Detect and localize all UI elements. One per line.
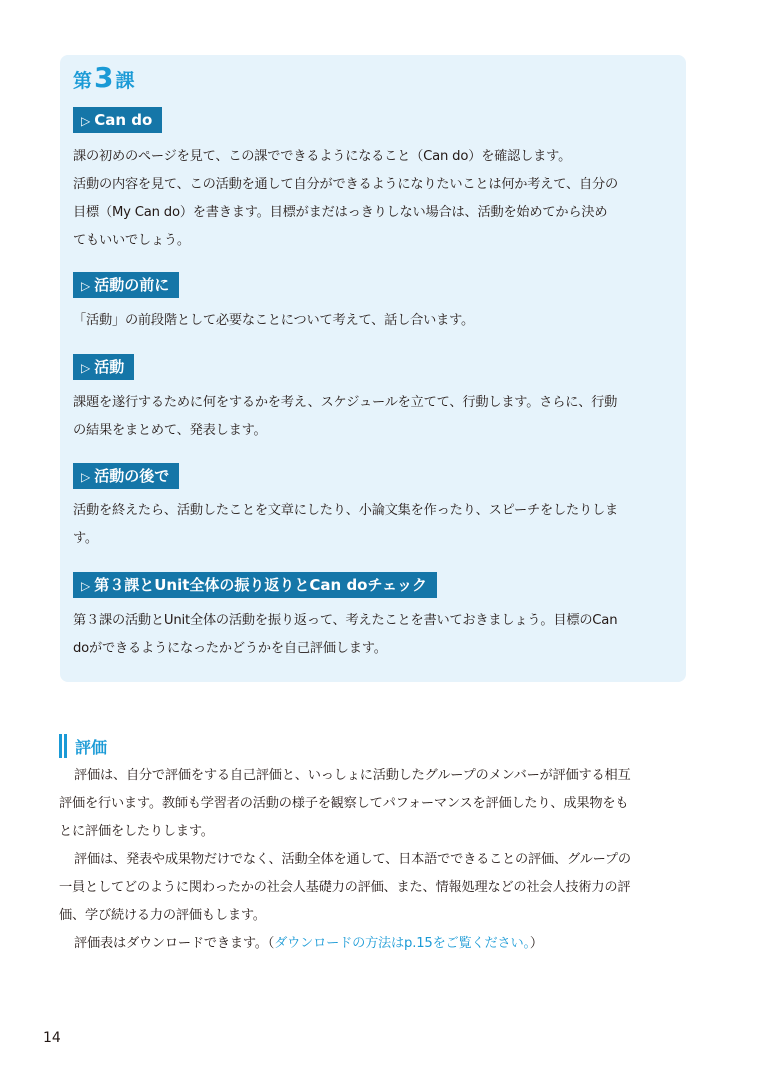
text-line: 評価は、自分で評価をする自己評価と、いっしょに活動したグループのメンバーが評価する相互 xyxy=(74,768,631,783)
text-line: 「活動」の前段階として必要なことについて考えて、話し合います。 xyxy=(73,313,475,328)
text-line: とに評価をしたりします。 xyxy=(59,824,214,839)
section-text-activity xyxy=(73,389,679,445)
text-line: 課題を遂行するために何をするかを考え、スケジュールを立てて、行動します。さらに、行動 xyxy=(73,395,618,410)
section-text-reflection xyxy=(73,607,679,663)
lesson-title-prefix: 第 xyxy=(73,70,93,92)
text-line: 活動の内容を見て、この活動を通して自分ができるようになりたいことは何か考えて、自分の xyxy=(73,177,618,192)
text-line: 価、学び続ける力の評価もします。 xyxy=(59,908,266,923)
paren-close: ） xyxy=(529,936,543,951)
text-line: す。 xyxy=(73,531,98,546)
page-number: 14 xyxy=(43,1030,61,1046)
triangle-right-outline-icon: ▷ xyxy=(81,114,91,128)
triangle-right-outline-icon: ▷ xyxy=(81,279,91,293)
section-text-after-activity xyxy=(73,497,679,553)
triangle-right-outline-icon: ▷ xyxy=(81,470,91,484)
text-line: 目標（My Can do）を書きます。目標がまだはっきりしない場合は、活動を始めてから決め xyxy=(73,205,608,220)
section-tag-before-activity xyxy=(73,272,179,298)
download-note: 評価表はダウンロードできます。 xyxy=(74,936,268,951)
evaluation-download-line xyxy=(59,930,693,958)
text-line: 課の初めのページを見て、この課でできるようになること（Can do）を確認します。 xyxy=(73,149,572,164)
lesson-title-suffix: 課 xyxy=(115,70,135,92)
evaluation-heading xyxy=(59,733,107,759)
double-bar-icon xyxy=(59,734,67,758)
lesson-title xyxy=(73,61,135,95)
section-tag-after-activity xyxy=(73,463,179,489)
section-tag-label: 第３課とUnit全体の振り返りとCan doチェック xyxy=(94,576,428,594)
text-line: 活動を終えたら、活動したことを文章にしたり、小論文集を作ったり、スピーチをしたりしま xyxy=(73,503,618,518)
lesson-title-number: 3 xyxy=(94,61,114,94)
section-tag-can-do xyxy=(73,107,162,133)
evaluation-body xyxy=(59,762,693,958)
section-tag-label: Can do xyxy=(94,111,153,129)
download-method-link[interactable]: ダウンロードの方法はp.15をご覧ください。 xyxy=(274,936,530,951)
section-text-can-do xyxy=(73,143,679,255)
section-tag-label: 活動の後で xyxy=(94,467,170,485)
triangle-right-outline-icon: ▷ xyxy=(81,361,91,375)
text-line: てもいいでしょう。 xyxy=(73,233,190,248)
text-line: 評価は、発表や成果物だけでなく、活動全体を通して、日本語でできることの評価、グループの xyxy=(74,852,631,867)
paren-open: （ xyxy=(267,936,275,951)
section-text-before-activity xyxy=(73,307,679,335)
text-line: 評価を行います。教師も学習者の活動の様子を観察してパフォーマンスを評価したり、成果物をも xyxy=(59,796,629,811)
section-tag-label: 活動の前に xyxy=(94,276,170,294)
text-line: doができるようになったかどうかを自己評価します。 xyxy=(73,641,387,656)
text-line: 一員としてどのように関わったかの社会人基礎力の評価、また、情報処理などの社会人技術力の評 xyxy=(59,880,631,895)
section-tag-activity xyxy=(73,354,134,380)
text-line: 第３課の活動とUnit全体の活動を振り返って、考えたことを書いておきましょう。目標のCan xyxy=(73,613,618,628)
section-tag-reflection xyxy=(73,572,437,598)
triangle-right-outline-icon: ▷ xyxy=(81,579,91,593)
section-tag-label: 活動 xyxy=(94,358,125,376)
evaluation-heading-label: 評価 xyxy=(75,737,108,757)
text-line: の結果をまとめて、発表します。 xyxy=(73,423,267,438)
